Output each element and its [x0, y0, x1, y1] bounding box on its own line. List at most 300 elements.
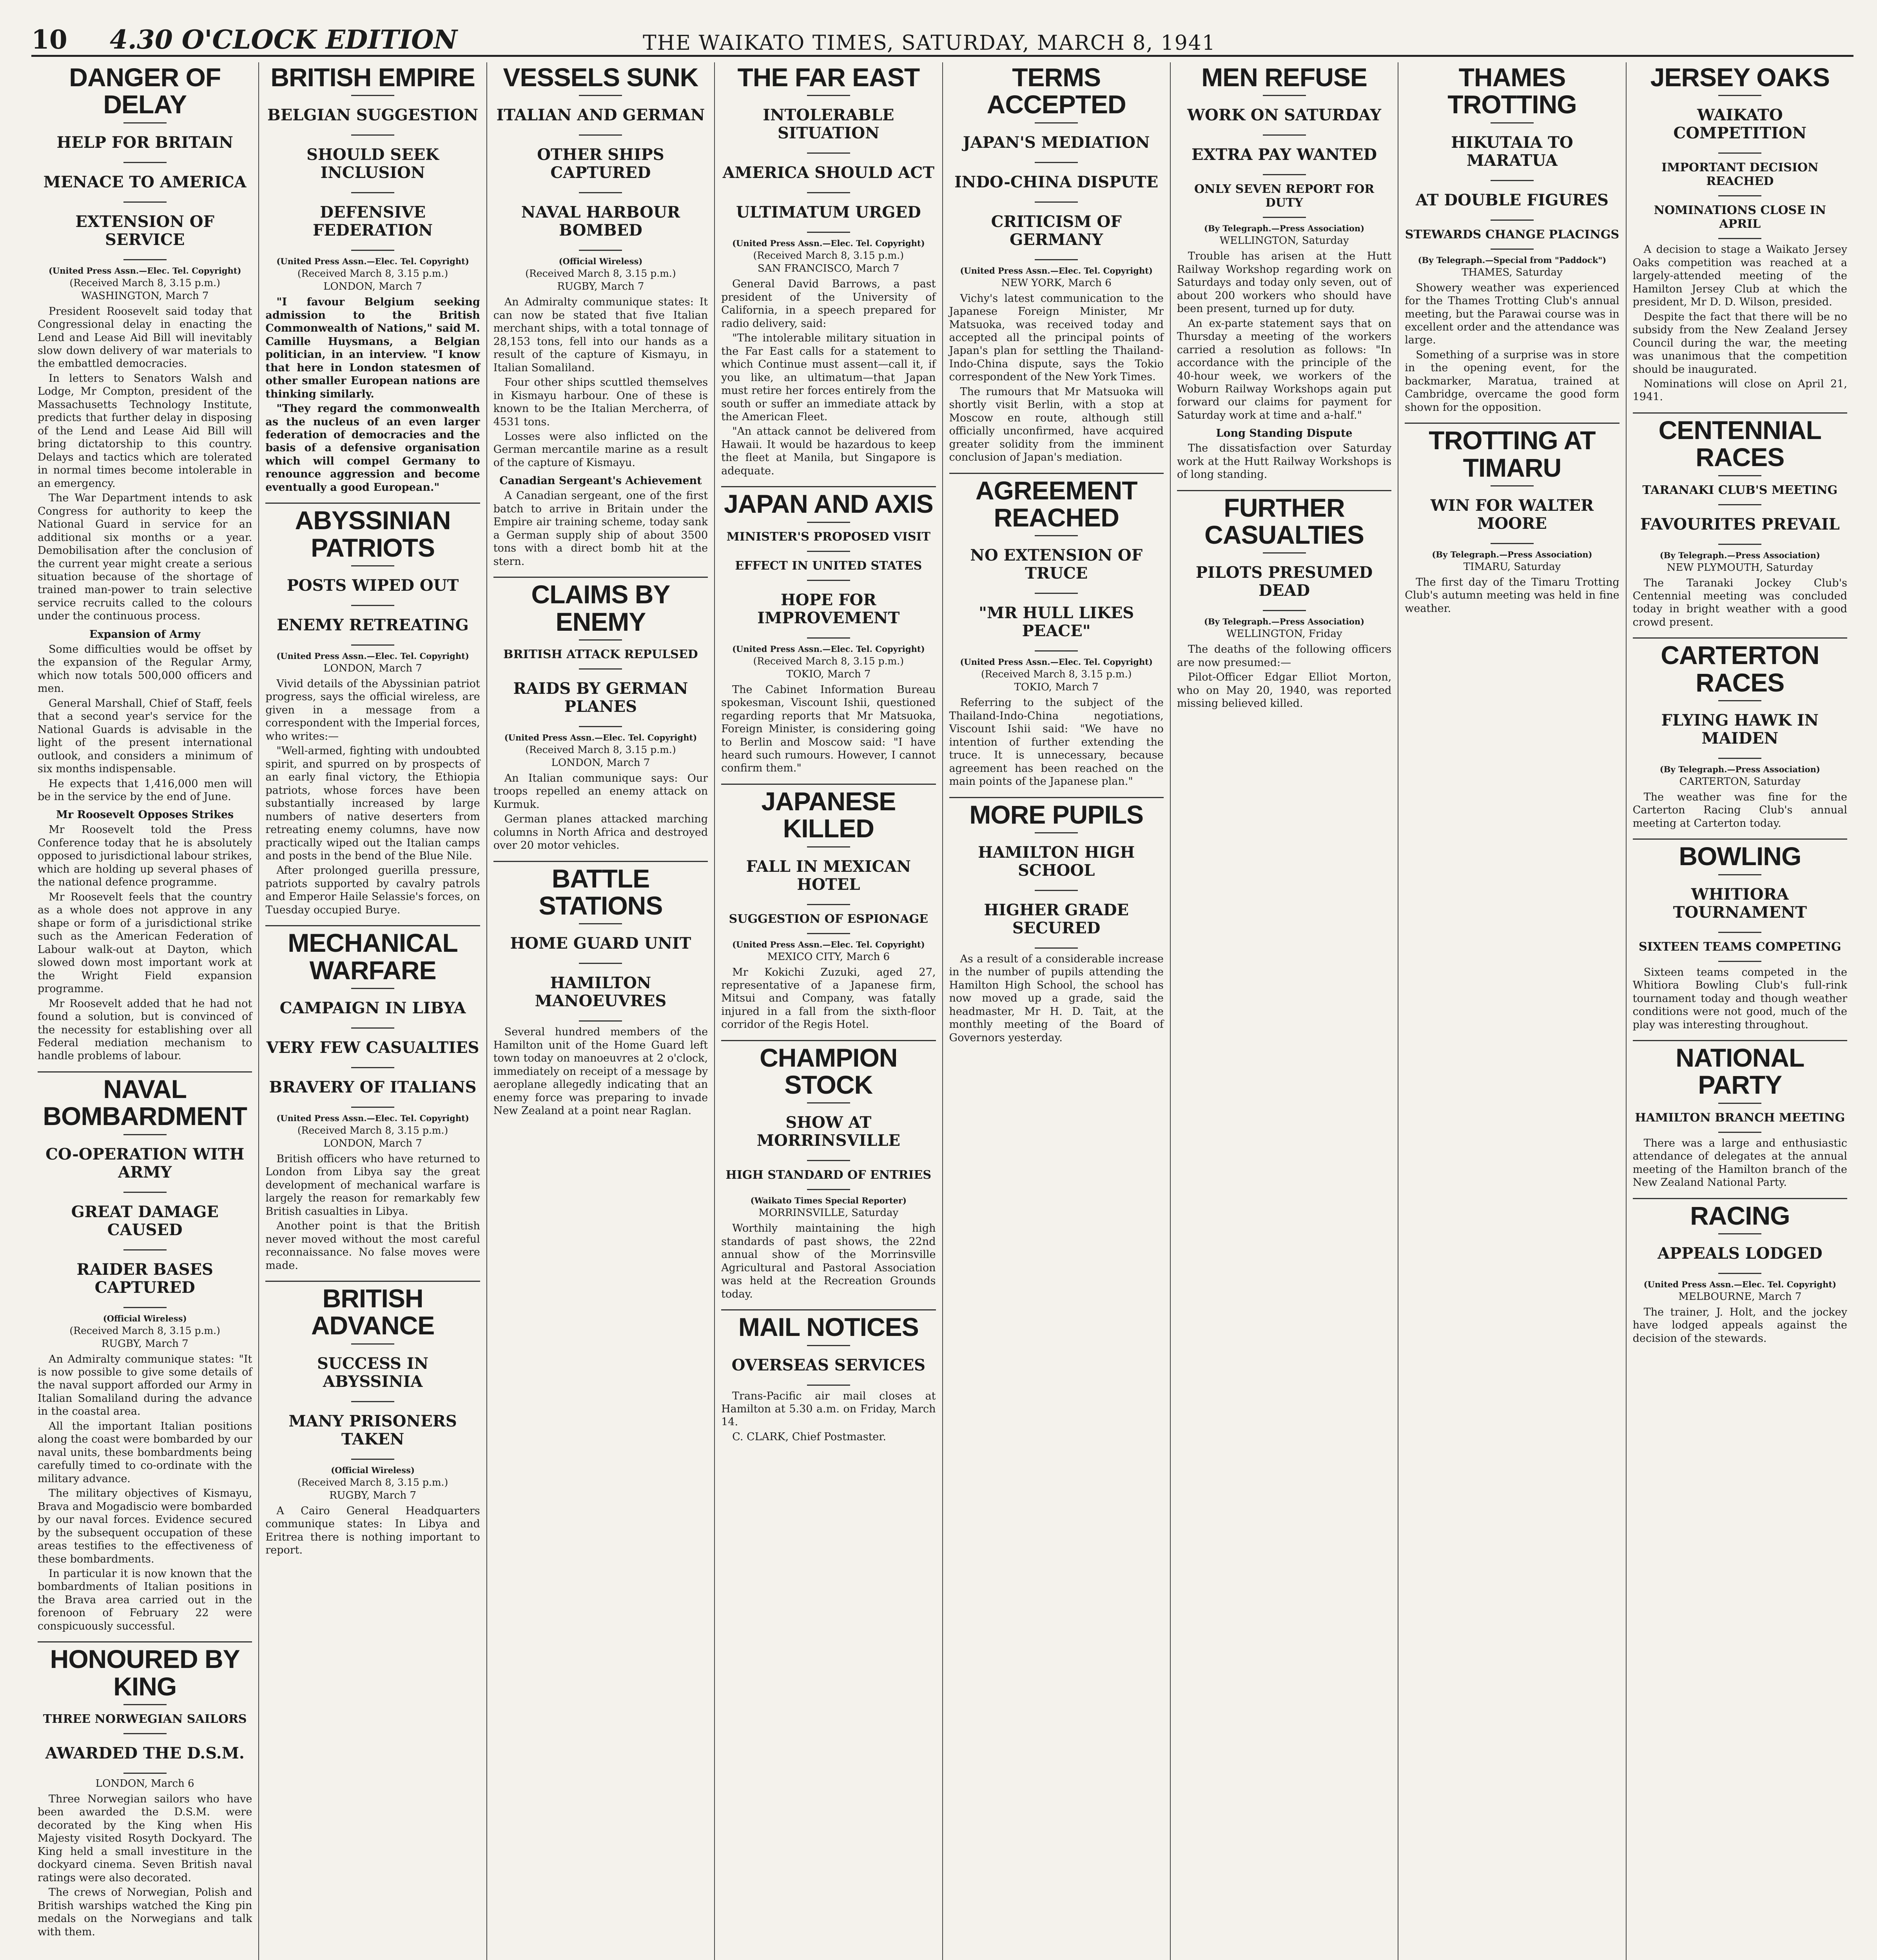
headline-rule: [123, 1307, 167, 1308]
headline-rule: [351, 1343, 394, 1345]
wire-credit: (United Press Assn.—Elec. Tel. Copyright): [960, 265, 1153, 276]
article-body: [1177, 250, 1391, 481]
section-divider: [721, 1309, 936, 1310]
article-subhead: AWARDED THE D.S.M.: [45, 1744, 245, 1762]
headline-rule: [123, 162, 167, 163]
article-subhead: RAIDER BASES CAPTURED: [76, 1260, 213, 1297]
headline-rule: [1491, 543, 1534, 544]
article-subhead: MINISTER'S PROPOSED VISIT: [726, 530, 931, 544]
article-subhead: SUCCESS IN ABYSSINIA: [317, 1354, 429, 1391]
section-divider: [1633, 838, 1847, 840]
article: [265, 64, 480, 494]
place-dateline: WELLINGTON, Friday: [1226, 628, 1342, 640]
place-dateline: LONDON, March 6: [95, 1777, 194, 1789]
article: [265, 929, 480, 1272]
headline-rule: [351, 644, 394, 646]
headline-rule: [1263, 217, 1306, 218]
article: [721, 788, 936, 1031]
paragraph: The military objectives of Kismayu, Brava and Mogadiscio were bombarded by our naval forces. Evidence secured by the subsequent occupation of these areas testifies to the effectiveness of these bombardments.: [38, 1487, 252, 1565]
article-subhead: TARANAKI CLUB'S MEETING: [1642, 483, 1838, 497]
article: [1405, 427, 1619, 615]
article-subhead: HOPE FOR IMPROVEMENT: [757, 590, 900, 627]
paragraph: The deaths of the following officers are now presumed:—: [1177, 643, 1392, 669]
article-subhead: CO-OPERATION WITH ARMY: [45, 1145, 245, 1181]
article: [1633, 1044, 1847, 1189]
column-6: [1171, 62, 1398, 1960]
inline-subhead: Canadian Sergeant's Achievement: [499, 475, 702, 487]
headline-rule: [1263, 174, 1306, 175]
headline-rule: [123, 1773, 167, 1774]
headline-rule: [579, 963, 622, 964]
section-divider: [38, 1071, 252, 1073]
article-headline: MORE PUPILS: [969, 800, 1144, 829]
paragraph: Vichy's latest communication to the Japanese Foreign Minister, Mr Matsuoka, was received today and accepted all the principal points of Japan's plan for settling the Thailand-Indo-China dispute, says the Tokio correspondent of the New York Times.: [949, 292, 1164, 383]
article-body: [493, 772, 708, 852]
article: [38, 64, 252, 1063]
received-dateline: (Received March 8, 3.15 p.m.): [297, 1476, 448, 1488]
wire-credit: (United Press Assn.—Elec. Tel. Copyright): [276, 256, 469, 267]
place-dateline: CARTERTON, Saturday: [1679, 775, 1801, 788]
article-body: [721, 1390, 936, 1444]
article-subhead: FALL IN MEXICAN HOTEL: [746, 857, 911, 894]
article-subhead: ULTIMATUM URGED: [736, 203, 921, 222]
article-headline: TERMS ACCEPTED: [987, 63, 1126, 119]
column-2: [259, 62, 487, 1960]
article: [493, 64, 708, 568]
paragraph: The weather was fine for the Carterton Racing Club's annual meeting at Carterton today.: [1632, 791, 1847, 829]
paragraph: Another point is that the British never moved without the most careful reconnaissance. No false moves were made.: [265, 1220, 480, 1272]
article-subhead: SUGGESTION OF ESPIONAGE: [729, 912, 928, 926]
headline-rule: [123, 1733, 167, 1734]
paragraph: Mr Roosevelt added that he had not found a solution, but is convinced of the necessity for establishing over all Federal mediation mechanism to handle problems of labour.: [38, 997, 252, 1062]
article-body: [1633, 243, 1847, 404]
paragraph: Sixteen teams competed in the Whitiora Bowling Club's full-rink tournament today and though weather conditions were not good, much of the play was interesting throughout.: [1632, 966, 1847, 1031]
paragraph: Something of a surprise was in store in the opening event, for the backmarker, Maratua, trained at Cambridge, overcame the good form shown for the opposition.: [1405, 348, 1619, 414]
headline-rule: [807, 933, 850, 934]
article-body: [949, 292, 1164, 464]
paragraph: There was a large and enthusiastic attendance of delegates at the annual meeting of the Hamilton branch of the New Zealand National Party.: [1632, 1137, 1847, 1189]
received-dateline: (Received March 8, 3.15 p.m.): [297, 268, 448, 279]
headline-rule: [123, 1134, 167, 1135]
article-body: [1633, 791, 1847, 830]
headline-rule: [1718, 195, 1761, 196]
headline-rule: [579, 923, 622, 924]
headline-rule: [807, 232, 850, 233]
headline-rule: [1718, 700, 1761, 701]
wire-credit: (By Telegraph.—Press Association): [1432, 549, 1592, 559]
headline-rule: [579, 95, 622, 96]
headline-rule: [807, 846, 850, 848]
section-divider: [721, 1040, 936, 1041]
place-dateline: RUGBY, March 7: [101, 1338, 189, 1350]
article-subhead: AMERICA SHOULD ACT: [722, 163, 934, 182]
paragraph: A Cairo General Headquarters communique states: In Libya and Eritrea there is nothing important to report.: [265, 1504, 480, 1557]
section-divider: [265, 503, 480, 504]
article-headline: VESSELS SUNK: [503, 63, 698, 92]
headline-rule: [1035, 122, 1078, 123]
article-subhead: FLYING HAWK IN MAIDEN: [1661, 711, 1819, 748]
article-headline: CENTENNIAL RACES: [1658, 415, 1821, 472]
article-subhead: HIGH STANDARD OF ENTRIES: [725, 1168, 932, 1182]
wire-credit: (Official Wireless): [559, 256, 643, 267]
article: [721, 1314, 936, 1443]
received-dateline: (Received March 8, 3.15 p.m.): [753, 655, 904, 667]
paragraph: All the important Italian positions along the coast were bombarded by our naval units, these bombardments being carefully timed to co-ordinate with the military advance.: [38, 1420, 252, 1485]
article-body: [1177, 643, 1391, 710]
article-subhead: BRITISH ATTACK REPULSED: [503, 647, 698, 661]
section-divider: [1177, 490, 1391, 491]
wire-credit: (United Press Assn.—Elec. Tel. Copyright): [732, 644, 925, 654]
article: [265, 1285, 480, 1557]
paragraph: President Roosevelt said today that Congressional delay in enacting the Lend and Lease Aid Bill will inevitably slow down delivery of war materials to the embattled democracies.: [38, 305, 252, 370]
headline-rule: [1718, 1132, 1761, 1133]
place-dateline: MEXICO CITY, March 6: [767, 951, 890, 963]
wire-credit: (United Press Assn.—Elec. Tel. Copyright): [960, 657, 1153, 667]
place-dateline: WASHINGTON, March 7: [81, 290, 209, 302]
article: [949, 801, 1164, 1045]
article-headline: BOWLING: [1679, 842, 1801, 871]
paragraph: "I favour Belgium seeking admission to the British Commonwealth of Nations," said M. Camille Huysmans, a Belgian politician, in an interview. "I know that here in London statesmen of other smaller European nations are thinking similarly.: [265, 296, 480, 400]
headline-rule: [123, 1192, 167, 1193]
headline-rule: [351, 1459, 394, 1460]
place-dateline: TIMARU, Saturday: [1463, 561, 1561, 573]
headline-rule: [1718, 238, 1761, 239]
headline-rule: [1718, 932, 1761, 933]
article-headline: BRITISH EMPIRE: [270, 63, 475, 92]
headline-rule: [1035, 162, 1078, 163]
paragraph: The first day of the Timaru Trotting Club's autumn meeting was held in fine weather.: [1405, 576, 1619, 615]
article-headline: CHAMPION STOCK: [760, 1043, 898, 1100]
column-4: [715, 62, 943, 1960]
article-body: [265, 1152, 480, 1272]
article-body: [38, 305, 252, 1063]
headline-rule: [123, 1249, 167, 1250]
headline-rule: [1035, 259, 1078, 260]
paragraph: Four other ships scuttled themselves in Kismayu harbour. One of these is known to be the Italian Mercherra, of 4531 tons.: [493, 376, 708, 428]
article: [949, 64, 1164, 464]
article-subhead: ENEMY RETREATING: [277, 615, 469, 634]
article: [1633, 843, 1847, 1031]
article-subhead: AT DOUBLE FIGURES: [1415, 191, 1609, 209]
headline-rule: [807, 1102, 850, 1103]
article-subhead: SHOW AT MORRINSVILLE: [756, 1113, 900, 1150]
section-divider: [38, 1641, 252, 1642]
received-dateline: (Received March 8, 3.15 p.m.): [525, 268, 676, 279]
place-dateline: RUGBY, March 7: [329, 1489, 417, 1501]
headline-rule: [579, 250, 622, 251]
article-subhead: STEWARDS CHANGE PLACINGS: [1405, 227, 1619, 241]
paragraph: The Cabinet Information Bureau spokesman, Viscount Ishii, questioned regarding reports that Mr Matsuoka, Foreign Minister, is considering going to Berlin and Moscow said: "I have heard such rumours. However, I cannot confirm them.": [721, 683, 936, 775]
headline-rule: [579, 726, 622, 727]
headline-rule: [1491, 249, 1534, 250]
section-divider: [1633, 637, 1847, 639]
headline-rule: [807, 551, 850, 552]
paragraph: In letters to Senators Walsh and Lodge, Mr Compton, president of the Massachusetts Technology Institute, predicts that further delay in disposing of the Lend and Lease Aid Bill will bring dictatorship to this country. Delays and tactics which are tolerated in normal times become intolerable in an emergency.: [38, 372, 252, 490]
place-dateline: RUGBY, March 7: [557, 281, 644, 293]
article-subhead: HAMILTON MANOEUVRES: [535, 974, 667, 1011]
paragraph: The War Department intends to ask Congress for authority to keep the National Guard in service for an additional six months or a year. Demobilisation after the conclusion of the current year might create a serious situation because of the shortage of trained man-power to train selective service recruits called to the colours under the continuous process.: [38, 492, 252, 622]
paragraph: "Well-armed, fighting with undoubted spirit, and spurred on by prospects of an early final victory, the Ethiopia patriots, whose forces have been substantially increased by large numbers of native deserters from retreating enemy columns, have now practically wiped out the Italian camps and posts in the bend of the Blue Nile.: [265, 745, 480, 862]
article-body: [721, 966, 936, 1031]
paragraph: Vivid details of the Abyssinian patriot progress, says the official wireless, are given in a message from a correspondent with the Imperial forces, who writes:—: [265, 677, 480, 742]
paragraph: In particular it is now known that the bombardments of Italian positions in the Brava area carried out in the forenoon of February 22 were conspicuously successful.: [38, 1568, 252, 1632]
paragraph: British officers who have returned to London from Libya say the great development of mechanical warfare is largely the reason for remarkably few British casualties in Libya.: [265, 1152, 480, 1218]
section-divider: [265, 1281, 480, 1282]
wire-credit: (United Press Assn.—Elec. Tel. Copyright): [276, 651, 469, 661]
headline-rule: [807, 580, 850, 581]
headline-rule: [1035, 890, 1078, 891]
headline-rule: [579, 668, 622, 670]
paragraph: "An attack cannot be delivered from Hawaii. It would be hazardous to keep the fleet at Manila, but Singapore is adequate.: [721, 425, 936, 477]
article-body: [721, 1222, 936, 1301]
article: [265, 507, 480, 916]
headline-rule: [1035, 201, 1078, 203]
headline-rule: [807, 637, 850, 639]
section-divider: [721, 486, 936, 487]
paragraph: The crews of Norwegian, Polish and British warships watched the King pin medals on the Norwegians and talk with them.: [38, 1886, 252, 1938]
article-subhead: CAMPAIGN IN LIBYA: [279, 998, 466, 1017]
edition-label: 4.30 O'CLOCK EDITION: [110, 24, 457, 55]
headline-rule: [1491, 485, 1534, 486]
article-subhead: FAVOURITES PREVAIL: [1640, 515, 1840, 534]
article-subhead: HIGHER GRADE SECURED: [984, 900, 1129, 937]
section-divider: [721, 784, 936, 785]
article-headline: CARTERTON RACES: [1661, 641, 1819, 697]
column-7: [1398, 62, 1626, 1960]
received-dateline: (Received March 8, 3.15 p.m.): [753, 250, 904, 261]
article: [1633, 417, 1847, 629]
headline-rule: [1718, 95, 1761, 96]
headline-rule: [807, 1160, 850, 1161]
article-headline: ABYSSINIAN PATRIOTS: [295, 506, 451, 562]
article-subhead: NO EXTENSION OF TRUCE: [970, 546, 1143, 583]
wire-credit: (Official Wireless): [103, 1313, 187, 1323]
article-subhead: EXTRA PAY WANTED: [1191, 145, 1377, 164]
wire-credit: (By Telegraph.—Press Association): [1659, 764, 1820, 774]
headline-rule: [351, 134, 394, 136]
article-headline: HONOURED BY KING: [50, 1644, 240, 1701]
headline-rule: [1718, 874, 1761, 875]
headline-rule: [1035, 593, 1078, 594]
page-number: 10: [31, 24, 67, 55]
headline-rule: [351, 1401, 394, 1402]
article-subhead: NOMINATIONS CLOSE IN APRIL: [1654, 203, 1826, 231]
headline-rule: [807, 95, 850, 96]
received-dateline: (Received March 8, 3.15 p.m.): [525, 744, 676, 755]
wire-credit: (Waikato Times Special Reporter): [750, 1196, 907, 1206]
place-dateline: LONDON, March 7: [323, 281, 422, 293]
section-divider: [1633, 1040, 1847, 1041]
column-3: [487, 62, 715, 1960]
article: [493, 581, 708, 852]
article-subhead: OTHER SHIPS CAPTURED: [537, 145, 664, 182]
article-subhead: VERY FEW CASUALTIES: [266, 1038, 479, 1057]
paragraph: Nominations will close on April 21, 1941.: [1632, 377, 1847, 403]
column-8: [1627, 62, 1853, 1960]
place-dateline: MELBOURNE, March 7: [1678, 1290, 1802, 1303]
paragraph: An Admiralty communique states: It can now be stated that five Italian merchant ships, with a total tonnage of 28,153 tons, fell into our hands as a result of the capture of Kismayu, in Italian Somaliland.: [493, 296, 708, 374]
wire-credit: (United Press Assn.—Elec. Tel. Copyright): [48, 265, 241, 276]
headline-rule: [1718, 1103, 1761, 1104]
headline-rule: [123, 1704, 167, 1705]
paragraph: General David Barrows, a past president of the University of California, in a speech prepared for radio delivery, said:: [721, 278, 936, 330]
article-subhead: MENACE TO AMERICA: [43, 172, 247, 191]
article: [38, 1076, 252, 1633]
place-dateline: NEW PLYMOUTH, Saturday: [1667, 561, 1813, 573]
article-subhead: WAIKATO COMPETITION: [1673, 106, 1807, 143]
paragraph: An ex-parte statement says that on Thursday a meeting of the workers carried a resolution as follows: "In accordance with the principle of the 40-hour week, we workers of the Woburn Railway Workshops again put forward our claims for payment for Saturday work at time and a-half.": [1177, 317, 1392, 421]
article-subhead: NAVAL HARBOUR BOMBED: [521, 203, 680, 240]
paragraph: An Admiralty communique states: "It is now possible to give some details of the naval support afforded our Army in Italian Somaliland during the advance in the coastal area.: [38, 1353, 252, 1418]
article-subhead: MANY PRISONERS TAKEN: [288, 1412, 457, 1448]
paragraph: General Marshall, Chief of Staff, feels that a second year's service for the National Guards is advisable in the light of the present international outlook, and considers a minimum of six months indispensable.: [38, 697, 252, 775]
headline-rule: [351, 605, 394, 606]
article-subhead: INTOLERABLE SITUATION: [763, 106, 894, 143]
paragraph: Trans-Pacific air mail closes at Hamilton at 5.30 a.m. on Friday, March 14.: [721, 1390, 936, 1428]
article: [1633, 64, 1847, 404]
article-body: [721, 683, 936, 775]
article-body: [949, 953, 1164, 1044]
section-divider: [1633, 412, 1847, 414]
article-headline: TROTTING AT TIMARU: [1429, 426, 1596, 482]
article-headline: BRITISH ADVANCE: [311, 1284, 435, 1340]
paragraph: Worthily maintaining the high standards of past shows, the 22nd annual show of the Morrinsville Agricultural and Pastoral Association was held at the Recreation Grounds today.: [721, 1222, 936, 1300]
headline-rule: [1263, 95, 1306, 96]
article-body: [949, 696, 1164, 788]
article-headline: CLAIMS BY ENEMY: [531, 580, 670, 636]
headline-rule: [351, 1107, 394, 1108]
article-body: [493, 296, 708, 568]
article-subhead: EXTENSION OF SERVICE: [75, 212, 214, 249]
headline-rule: [351, 565, 394, 566]
article-headline: THAMES TROTTING: [1447, 63, 1577, 119]
article-body: [38, 1353, 252, 1633]
wire-credit: (United Press Assn.—Elec. Tel. Copyright): [732, 238, 925, 249]
article-headline: THE FAR EAST: [737, 63, 920, 92]
section-divider: [1405, 423, 1619, 424]
headline-rule: [1718, 544, 1761, 545]
wire-credit: (By Telegraph.—Press Association): [1204, 223, 1365, 234]
section-divider: [949, 797, 1164, 798]
headline-rule: [351, 250, 394, 251]
article: [38, 1646, 252, 1938]
headline-rule: [1718, 504, 1761, 505]
headline-rule: [579, 192, 622, 193]
article-headline: MAIL NOTICES: [738, 1312, 919, 1342]
paragraph: Showery weather was experienced for the Thames Trotting Club's annual meeting, but the Parawai course was in excellent order and the attendance was large.: [1405, 281, 1619, 347]
article-subhead: RAIDS BY GERMAN PLANES: [513, 679, 688, 716]
article-subhead: BRAVERY OF ITALIANS: [269, 1078, 477, 1096]
received-dateline: (Received March 8, 3.15 p.m.): [69, 277, 220, 289]
article-body: [1405, 576, 1619, 615]
article-subhead: POSTS WIPED OUT: [287, 576, 459, 595]
place-dateline: TOKIO, March 7: [1014, 681, 1099, 693]
headline-rule: [123, 201, 167, 203]
article-headline: JERSEY OAKS: [1650, 63, 1830, 92]
article-subhead: DEFENSIVE FEDERATION: [313, 203, 433, 240]
article: [1177, 64, 1391, 481]
article-subhead: CRITICISM OF GERMANY: [991, 212, 1122, 249]
article-body: [1633, 966, 1847, 1031]
place-dateline: MORRINSVILLE, Saturday: [758, 1207, 899, 1219]
paragraph: An Italian communique says: Our troops repelled an enemy attack on Kurmuk.: [493, 772, 708, 811]
headline-rule: [579, 1020, 622, 1022]
article-subhead: APPEALS LODGED: [1657, 1244, 1823, 1263]
headline-rule: [1718, 152, 1761, 154]
wire-credit: (By Telegraph.—Press Association): [1659, 550, 1820, 560]
headline-rule: [351, 192, 394, 193]
wire-credit: (United Press Assn.—Elec. Tel. Copyright): [1643, 1279, 1837, 1289]
section-divider: [949, 473, 1164, 474]
article-subhead: PILOTS PRESUMED DEAD: [1195, 563, 1373, 600]
article-body: [265, 1504, 480, 1557]
article-subhead: WORK ON SATURDAY: [1187, 106, 1382, 125]
article-subhead: OVERSEAS SERVICES: [731, 1356, 925, 1374]
article-subhead: THREE NORWEGIAN SAILORS: [43, 1712, 247, 1726]
headline-rule: [351, 1027, 394, 1029]
paragraph: C. CLARK, Chief Postmaster.: [732, 1430, 886, 1443]
headline-rule: [1035, 947, 1078, 949]
article: [721, 1044, 936, 1301]
article-subhead: HAMILTON BRANCH MEETING: [1635, 1111, 1845, 1125]
article: [1633, 1202, 1847, 1345]
headline-rule: [807, 1345, 850, 1346]
headline-rule: [1263, 552, 1306, 554]
received-dateline: (Received March 8, 3.15 p.m.): [981, 668, 1132, 680]
headline-rule: [1263, 610, 1306, 611]
place-dateline: LONDON, March 7: [323, 662, 422, 674]
article-headline: MEN REFUSE: [1201, 63, 1367, 92]
paper-title: THE WAIKATO TIMES, SATURDAY, MARCH 8, 1941: [643, 31, 1216, 55]
paragraph: The dissatisfaction over Saturday work at the Hutt Railway Workshops is of long standing.: [1177, 442, 1392, 481]
headline-rule: [1035, 832, 1078, 833]
headline-rule: [807, 152, 850, 154]
column-1: [31, 62, 259, 1960]
place-dateline: WELLINGTON, Saturday: [1219, 235, 1349, 247]
article-subhead: WIN FOR WALTER MOORE: [1430, 496, 1594, 533]
headline-rule: [1718, 475, 1761, 476]
article: [1177, 494, 1391, 710]
article-headline: BATTLE STATIONS: [539, 864, 663, 920]
paragraph: Several hundred members of the Hamilton unit of the Home Guard left town today on manoeuvres at 2 o'clock, immediately on receipt of a message by aeroplane allegedly indicating that an enemy force was preparing to invade New Zealand at a point near Raglan.: [493, 1026, 708, 1117]
paragraph: The Taranaki Jockey Club's Centennial meeting was concluded today in bright weather with a good crowd present.: [1632, 577, 1847, 628]
place-dateline: NEW YORK, March 6: [1001, 277, 1112, 289]
section-divider: [493, 861, 708, 862]
article-headline: JAPANESE KILLED: [761, 786, 896, 843]
headline-rule: [807, 192, 850, 193]
section-divider: [493, 577, 708, 578]
article: [721, 490, 936, 775]
article-subhead: "MR HULL LIKES PEACE": [979, 604, 1134, 641]
article-body: [721, 278, 936, 477]
place-dateline: LONDON, March 7: [323, 1137, 422, 1149]
article: [1633, 642, 1847, 830]
section-divider: [265, 925, 480, 926]
article-headline: DANGER OF DELAY: [69, 63, 221, 119]
paragraph: German planes attacked marching columns in North Africa and destroyed over 20 motor vehicles.: [493, 813, 708, 852]
article-subhead: IMPORTANT DECISION REACHED: [1661, 161, 1819, 189]
headline-rule: [1035, 650, 1078, 652]
article-subhead: HELP FOR BRITAIN: [56, 133, 233, 152]
wire-credit: (Official Wireless): [331, 1465, 415, 1475]
article-body: [265, 677, 480, 916]
paragraph: As a result of a considerable increase in the number of pupils attending the Hamilton High School, the school has now moved up a grade, said the headmaster, Mr H. D. Tait, at the monthly meeting of the Board of Governors yesterday.: [949, 953, 1164, 1044]
article-headline: JAPAN AND AXIS: [724, 489, 933, 519]
inline-subhead: Expansion of Army: [89, 628, 201, 641]
paragraph: Mr Roosevelt told the Press Conference today that he is absolutely opposed to jurisdictional labour strikes, which are holding up several phases of the national defence programme.: [38, 824, 252, 889]
paragraph: Three Norwegian sailors who have been awarded the D.S.M. were decorated by the King when His Majesty visited Rosyth Dockyard. The King held a small investiture in the dockyard cinema. Seven British naval ratings were also decorated.: [38, 1793, 252, 1884]
headline-rule: [351, 988, 394, 989]
